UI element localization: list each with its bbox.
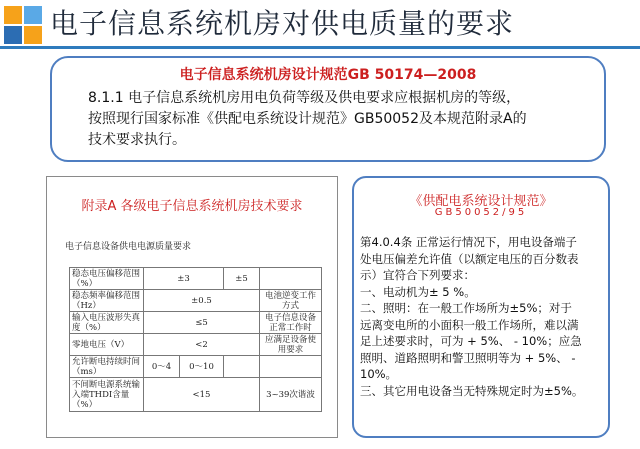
standard-line: 8.1.1 电子信息系统机房用电负荷等级及供电要求应根据机房的等级， bbox=[88, 90, 521, 106]
value-cell: <15 bbox=[144, 378, 260, 412]
empty-cell bbox=[224, 356, 260, 378]
value-cell: ±0.5 bbox=[144, 290, 260, 312]
logo-square-4 bbox=[24, 26, 42, 44]
gb50052-line: 处电压偏差允许值（以额定电压的百分数表 bbox=[360, 251, 579, 266]
note-cell bbox=[260, 268, 322, 290]
page-title: 电子信息系统机房对供电质量的要求 bbox=[50, 7, 515, 40]
table-row bbox=[70, 356, 322, 378]
gb50052-text bbox=[360, 234, 604, 399]
power-quality-table bbox=[69, 267, 322, 412]
note-cell: 应满足设备使用要求 bbox=[260, 334, 322, 356]
gb50052-line: 足上述要求时，可为 + 5%、 - 10%；应急 bbox=[360, 334, 582, 348]
param-cell: 输入电压波形失真度（%） bbox=[70, 312, 144, 334]
value-cell: ≤5 bbox=[144, 312, 260, 334]
gb50052-line: 照明、道路照明和警卫照明等为 + 5%、 - bbox=[360, 350, 576, 365]
table-row bbox=[70, 290, 322, 312]
gb50052-line: 三、其它用电设备当无特殊规定时为±5%。 bbox=[360, 383, 584, 398]
note-cell: 3~39次谐波 bbox=[260, 378, 322, 412]
standard-heading: 电子信息系统机房设计规范GB 50174—2008 bbox=[179, 67, 477, 83]
gb50052-line: 示）宜符合下列要求： bbox=[360, 268, 475, 282]
logo-icon bbox=[4, 6, 42, 44]
gb50052-line: 远离变电所的小面积一般工作场所，难以满 bbox=[360, 317, 579, 332]
gb50052-line: 二、照明：在一般工作场所为±5%；对于 bbox=[360, 301, 572, 315]
table-row bbox=[70, 334, 322, 356]
standard-box bbox=[50, 56, 606, 162]
gb50052-box bbox=[352, 176, 610, 438]
appendix-heading: 附录A 各级电子信息系统机房技术要求 bbox=[81, 199, 303, 214]
value-cell: 0～10 bbox=[180, 356, 224, 378]
value-cell: ±3 bbox=[144, 268, 224, 290]
logo-square-1 bbox=[4, 6, 22, 24]
note-cell: 电子信息设备正常工作时 bbox=[260, 312, 322, 334]
standard-text bbox=[88, 88, 598, 151]
gb50052-line: 第4.0.4条 正常运行情况下，用电设备端子 bbox=[360, 235, 577, 249]
gb50052-code: GB50052/95 bbox=[434, 207, 528, 218]
table-row bbox=[70, 312, 322, 334]
param-cell: 零地电压（V） bbox=[70, 334, 144, 356]
value-cell: 0～4 bbox=[144, 356, 180, 378]
appendix-box bbox=[46, 176, 338, 438]
note-cell bbox=[260, 356, 322, 378]
param-cell: 不间断电源系统输入端THDI含量（%） bbox=[70, 378, 144, 412]
param-cell: 稳态频率偏移范围（Hz） bbox=[70, 290, 144, 312]
value-cell: ±5 bbox=[224, 268, 260, 290]
logo-square-2 bbox=[24, 6, 42, 24]
table-caption: 电子信息设备供电电源质量要求 bbox=[65, 242, 192, 252]
gb50052-heading: 《供配电系统设计规范》 bbox=[409, 194, 553, 209]
title-divider bbox=[0, 46, 640, 49]
value-cell: <2 bbox=[144, 334, 260, 356]
table-row bbox=[70, 378, 322, 412]
standard-line: 技术要求执行。 bbox=[88, 132, 186, 148]
param-cell: 允许断电持续时间（ms） bbox=[70, 356, 144, 378]
standard-line: 按照现行国家标准《供配电系统设计规范》GB50052及本规范附录A的 bbox=[88, 111, 527, 127]
note-cell: 电池逆变工作方式 bbox=[260, 290, 322, 312]
table-row bbox=[70, 268, 322, 290]
gb50052-line: 10%。 bbox=[360, 367, 398, 381]
logo-square-3 bbox=[4, 26, 22, 44]
gb50052-line: 一、电动机为± 5 %。 bbox=[360, 284, 476, 299]
param-cell: 稳态电压偏移范围（%） bbox=[70, 268, 144, 290]
